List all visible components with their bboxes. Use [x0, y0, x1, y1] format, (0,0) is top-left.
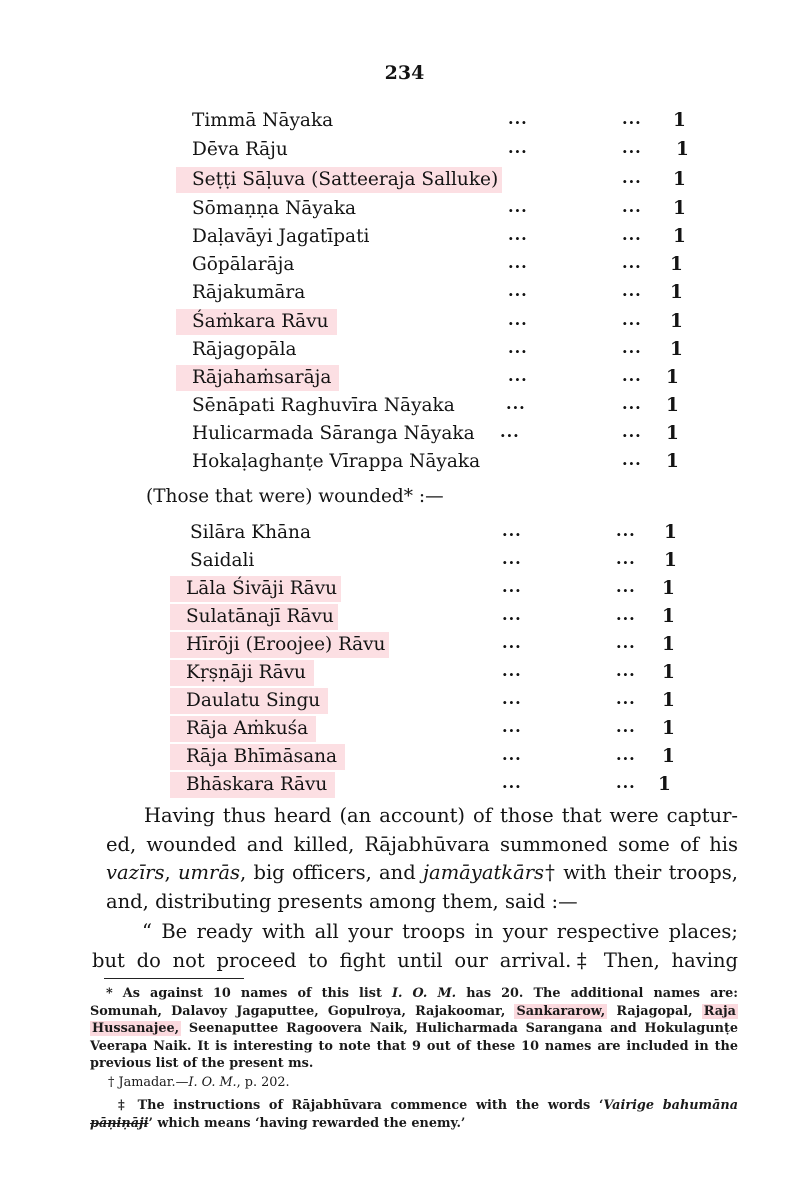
- list-item: [0, 716, 809, 742]
- footnote-line: [90, 1115, 738, 1133]
- paragraph-line: Having thus heard (an account) of those that were captur-: [144, 804, 738, 827]
- leader-dots: ...: [508, 310, 528, 329]
- leader-dots: ...: [616, 633, 636, 652]
- list-item-count: 1: [664, 550, 677, 571]
- list-item: [0, 196, 809, 222]
- text-fragment: † with their troops,: [544, 861, 738, 884]
- leader-dots: ...: [502, 689, 522, 708]
- body-paragraph-2: [92, 918, 738, 975]
- highlighted-name: Raja: [703, 1003, 736, 1019]
- paragraph-line: but do not proceed to fight until our arrival.‡ Then, having: [92, 948, 738, 972]
- leader-dots: ...: [502, 577, 522, 596]
- text-fragment: * As against 10 names of this list: [106, 986, 392, 1001]
- leader-dots: ...: [622, 138, 642, 157]
- list-item-name: Rājahaṁsarāja: [176, 365, 339, 391]
- footnote-3: [90, 1097, 738, 1132]
- list-item: [0, 224, 809, 250]
- body-paragraph-1: [106, 802, 738, 916]
- list-item-name: Rāja Bhīmāsana: [170, 744, 345, 770]
- list-item-name: Sēnāpati Raghuvīra Nāyaka: [192, 395, 455, 416]
- list-item-name: Kṛṣṇāji Rāvu: [170, 660, 314, 686]
- text-fragment: Seenaputtee Ragoovera Naik, Hulicharmada Sarangana and Hokulagunṭe: [188, 1021, 738, 1036]
- list-item-name: Seṭṭi Sāḷuva (Satteeraja Salluke): [176, 167, 502, 193]
- list-item-count: 1: [666, 395, 679, 416]
- leader-dots: ...: [502, 661, 522, 680]
- list-item: [0, 688, 809, 714]
- list-item: [0, 548, 809, 574]
- leader-dots: ...: [508, 225, 528, 244]
- list-item-count: 1: [670, 282, 683, 303]
- list-item: [0, 137, 809, 163]
- text-fragment: Rajagopal,: [616, 1003, 693, 1019]
- struck-word: pāṇiṇāji: [90, 1115, 149, 1131]
- list-item: [0, 660, 809, 686]
- page-number: 234: [384, 62, 425, 84]
- list-item-count: 1: [662, 718, 675, 739]
- list-item-count: 1: [662, 578, 675, 599]
- text-fragment: , big officers, and: [239, 861, 424, 884]
- term-jamayatkars: jamāyatkārs: [423, 861, 545, 884]
- source-abbrev: I. O. M.: [188, 1075, 237, 1090]
- list-item: [0, 520, 809, 546]
- list-item-count: 1: [673, 110, 686, 131]
- list-item: [0, 252, 809, 278]
- text-fragment: has 20. The additional names are:: [456, 986, 738, 1001]
- list-item: [0, 280, 809, 306]
- leader-dots: ...: [508, 253, 528, 272]
- leader-dots: ...: [616, 745, 636, 764]
- list-item-name: Rājagopāla: [192, 339, 297, 360]
- list-item-count: 1: [673, 169, 686, 190]
- leader-dots: ...: [622, 109, 642, 128]
- list-item-name: Rāja Aṁkuśa: [170, 716, 316, 742]
- list-item-count: 1: [662, 606, 675, 627]
- list-item-count: 1: [664, 522, 677, 543]
- paragraph-line: “ Be ready with all your troops in your respective places;: [142, 920, 738, 943]
- list-item-name: Dēva Rāju: [192, 139, 288, 160]
- leader-dots: ...: [508, 109, 528, 128]
- list-item-name: Sōmaṇṇa Nāyaka: [192, 198, 357, 219]
- list-item-name: Lāla Śivāji Rāvu: [170, 576, 341, 602]
- footnote-line: previous list of the present ms.: [90, 1056, 314, 1071]
- list-item-name: Sulatānajī Rāvu: [170, 604, 338, 630]
- list-item: [0, 365, 809, 391]
- list-item-count: 1: [666, 423, 679, 444]
- list-item-name: Śaṁkara Rāvu: [176, 309, 337, 335]
- leader-dots: ...: [502, 521, 522, 540]
- leader-dots: ...: [508, 138, 528, 157]
- list-item-name: Daulatu Singu: [170, 688, 328, 714]
- list-item-count: 1: [658, 774, 671, 795]
- footnote-line: [90, 1003, 738, 1021]
- list-item-name: Hulicarmada Sāranga Nāyaka: [192, 423, 475, 444]
- leader-dots: ...: [622, 450, 642, 469]
- leader-dots: ...: [622, 310, 642, 329]
- leader-dots: ...: [616, 521, 636, 540]
- list-item-count: 1: [662, 690, 675, 711]
- leader-dots: ...: [622, 281, 642, 300]
- leader-dots: ...: [622, 338, 642, 357]
- leader-dots: ...: [502, 745, 522, 764]
- list-item: [0, 167, 809, 193]
- text-fragment: , p. 202.: [236, 1075, 290, 1090]
- list-item-count: 1: [673, 226, 686, 247]
- list-item-name: Hokaḷaghanṭe Vīrappa Nāyaka: [192, 451, 481, 472]
- list-item: [0, 632, 809, 658]
- list-item: [0, 421, 809, 447]
- list-item-count: 1: [670, 339, 683, 360]
- leader-dots: ...: [502, 717, 522, 736]
- footnote-2: [108, 1074, 708, 1092]
- list-item: [0, 576, 809, 602]
- footnote-line: Veerapa Naik. It is interesting to note that 9 out of these 10 names are included in the: [90, 1038, 738, 1054]
- leader-dots: ...: [616, 717, 636, 736]
- leader-dots: ...: [616, 605, 636, 624]
- leader-dots: ...: [616, 689, 636, 708]
- list-item: [0, 309, 809, 335]
- wounded-heading: (Those that were) wounded* :—: [146, 486, 444, 507]
- leader-dots: ...: [502, 773, 522, 792]
- leader-dots: ...: [622, 168, 642, 187]
- footnote-1: [90, 985, 738, 1073]
- list-item: [0, 108, 809, 134]
- footnote-line: [90, 1020, 738, 1038]
- leader-dots: ...: [502, 549, 522, 568]
- leader-dots: ...: [508, 281, 528, 300]
- leader-dots: ...: [622, 253, 642, 272]
- leader-dots: ...: [502, 633, 522, 652]
- term-umras: umrās: [177, 861, 240, 884]
- footnote-rule: [104, 978, 244, 979]
- list-item: [0, 393, 809, 419]
- leader-dots: ...: [506, 394, 526, 413]
- paragraph-line: ed, wounded and killed, Rājabhūvara summoned some of his: [106, 832, 738, 856]
- leader-dots: ...: [622, 197, 642, 216]
- list-item-count: 1: [662, 662, 675, 683]
- text-fragment: ,: [164, 861, 178, 884]
- text-fragment: ‡ The instructions of Rājabhūvara commence with the words ‘: [118, 1098, 604, 1113]
- paragraph-line: and, distributing presents among them, said :—: [106, 889, 578, 913]
- list-item: [0, 337, 809, 363]
- leader-dots: ...: [508, 197, 528, 216]
- leader-dots: ...: [616, 661, 636, 680]
- leader-dots: ...: [508, 338, 528, 357]
- footnote-line: [90, 985, 738, 1003]
- list-item-count: 1: [662, 746, 675, 767]
- list-item-count: 1: [666, 451, 679, 472]
- list-item-name: Timmā Nāyaka: [192, 110, 334, 131]
- list-item-name: Bhāskara Rāvu: [170, 772, 335, 798]
- list-item: [0, 744, 809, 770]
- leader-dots: ...: [622, 366, 642, 385]
- list-item: [0, 449, 809, 475]
- source-abbrev: I. O. M.: [391, 986, 457, 1001]
- list-item-count: 1: [673, 198, 686, 219]
- leader-dots: ...: [622, 394, 642, 413]
- list-item-name: Hīrōji (Eroojee) Rāvu: [170, 632, 389, 658]
- term-vazirs: vazīrs: [106, 861, 165, 884]
- list-item-name: Saidali: [190, 550, 255, 571]
- list-item-count: 1: [670, 254, 683, 275]
- leader-dots: ...: [616, 549, 636, 568]
- text-fragment: † Jamadar.—: [108, 1075, 189, 1090]
- leader-dots: ...: [622, 422, 642, 441]
- text-fragment: Somunah, Dalavoy Jagaputtee, Gopulroya, Rajakoomar,: [90, 1003, 506, 1019]
- list-item: [0, 772, 809, 798]
- leader-dots: ...: [622, 225, 642, 244]
- list-item-count: 1: [676, 139, 689, 160]
- list-item-name: Gōpālarāja: [192, 254, 295, 275]
- paragraph-line: [106, 859, 738, 888]
- highlighted-name: Sankararow,: [516, 1003, 606, 1019]
- leader-dots: ...: [508, 366, 528, 385]
- list-item-count: 1: [666, 367, 679, 388]
- list-item-name: Rājakumāra: [192, 282, 306, 303]
- footnote-line: [90, 1097, 738, 1115]
- leader-dots: ...: [502, 605, 522, 624]
- leader-dots: ...: [616, 773, 636, 792]
- list-item-name: Silāra Khāna: [190, 522, 311, 543]
- text-fragment: ’ which means ‘having rewarded the enemy.’: [148, 1115, 466, 1131]
- highlighted-name: Hussanajee,: [92, 1021, 180, 1036]
- leader-dots: ...: [500, 422, 520, 441]
- list-item-name: Daḷavāyi Jagatīpati: [192, 226, 370, 247]
- list-item-count: 1: [662, 634, 675, 655]
- footnote-line: [108, 1074, 708, 1092]
- leader-dots: ...: [616, 577, 636, 596]
- list-item-count: 1: [670, 311, 683, 332]
- quoted-words: Vairige bahumāna: [603, 1098, 738, 1113]
- list-item: [0, 604, 809, 630]
